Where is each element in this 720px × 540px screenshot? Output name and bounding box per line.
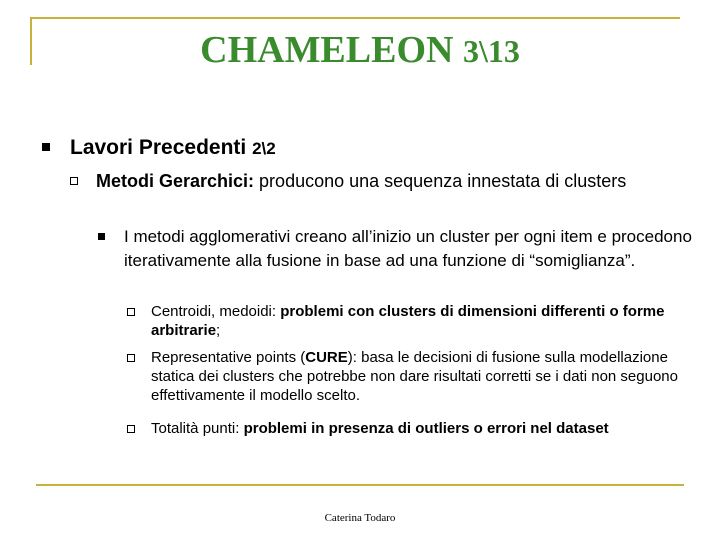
bottom-rule bbox=[36, 484, 684, 486]
item-bold: problemi in presenza di outliers o errori nel dataset bbox=[243, 420, 609, 437]
hollow-square-bullet-icon bbox=[127, 308, 135, 316]
metodi-agglomerativi-item: I metodi agglomerativi creano all’inizio un cluster per ogni item e procedono iterativamente alla fusione in base ad una funzione di “somiglianza”. bbox=[124, 227, 692, 270]
heading-label: Lavori Precedenti bbox=[70, 136, 247, 159]
list-item-centroidi bbox=[151, 302, 681, 340]
metodi-gerarchici-item bbox=[96, 169, 686, 193]
item-tail: ): basa le decisioni di fusione sulla modellazione statica dei clusters che potrebbe non dare risultati corretti se i dati non seguono effettivamente il modello scelto. bbox=[151, 349, 678, 404]
item-lead: Centroidi, medoidi: bbox=[151, 303, 281, 320]
hollow-square-bullet-icon bbox=[127, 354, 135, 362]
slide-title bbox=[0, 28, 720, 72]
hollow-square-bullet-icon bbox=[127, 425, 135, 433]
top-rule bbox=[30, 17, 680, 19]
item-bold: CURE bbox=[305, 349, 348, 366]
heading-page: 2\2 bbox=[252, 139, 276, 158]
list-item-totalita bbox=[151, 419, 681, 438]
title-number: 3\13 bbox=[462, 33, 520, 69]
footer-author: Caterina Todaro bbox=[324, 512, 396, 524]
square-bullet-icon bbox=[98, 233, 105, 240]
item-lead: Representative points ( bbox=[151, 349, 306, 366]
heading-lavori-precedenti bbox=[70, 136, 276, 160]
item-bold: problemi con clusters di dimensioni differenti o forme arbitrarie bbox=[151, 303, 665, 339]
list-item-cure bbox=[151, 348, 681, 405]
metodi-gerarchici-label: Metodi Gerarchici: bbox=[96, 171, 255, 191]
metodi-gerarchici-text: producono una sequenza innestata di clusters bbox=[254, 171, 627, 191]
square-bullet-icon bbox=[42, 143, 50, 151]
hollow-square-bullet-icon bbox=[70, 177, 78, 185]
item-tail: ; bbox=[216, 322, 221, 339]
title-main: CHAMELEON bbox=[200, 29, 454, 71]
item-lead: Totalità punti: bbox=[151, 420, 244, 437]
